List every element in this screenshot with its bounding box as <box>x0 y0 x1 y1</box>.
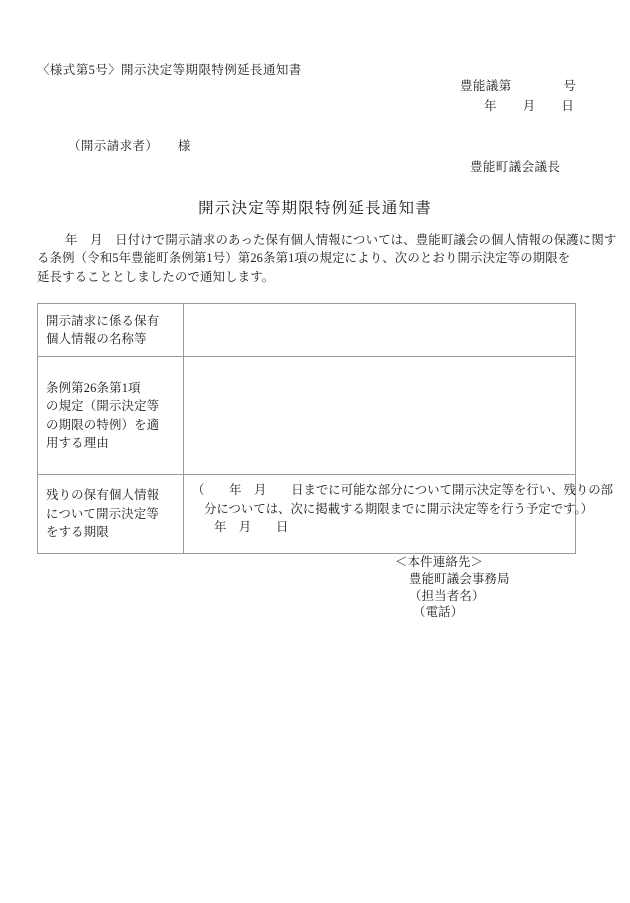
issuer-line: 豊能町議会議長 <box>470 160 561 174</box>
row-value-remaining-deadline[interactable] <box>184 475 614 554</box>
row-label-line: の期限の特例）を適 <box>46 417 160 432</box>
row-label-line: 開示請求に係る保有 <box>46 313 160 328</box>
page-title: 開示決定等期限特例延長通知書 <box>198 200 432 217</box>
body-line-3: 延長することとしましたので通知します。 <box>37 269 275 284</box>
form-number-label: 〈様式第5号〉開示決定等期限特例延長通知書 <box>37 63 302 77</box>
row-label-line: の規定（開示決定等 <box>46 399 160 413</box>
contact-office: 豊能町議会事務局 <box>409 571 510 586</box>
contact-phone: （電話） <box>413 605 464 620</box>
row-value-line: 年 月 日 <box>214 520 289 534</box>
row-label-line: 個人情報の名称等 <box>46 332 147 346</box>
contact-block <box>395 554 510 621</box>
table-row <box>38 475 576 554</box>
row-label-line: について開示決定等 <box>46 506 160 521</box>
row-value-line: （ 年 月 日までに可能な部分について開示決定等を行い、残りの部 <box>192 483 614 497</box>
row-label-remaining-deadline <box>38 475 184 554</box>
table-row <box>38 304 576 357</box>
row-value-line: 分については、次に掲載する期限までに開示決定等を行う予定です。） <box>204 501 594 516</box>
row-label-line: 用する理由 <box>46 436 109 450</box>
row-label-reason <box>38 357 184 475</box>
body-line-1: 年 月 日付けで開示請求のあった保有個人情報については、豊能町議会の個人情報の保護に関す <box>65 233 617 247</box>
row-label-subject-name <box>38 304 184 357</box>
row-value-reason[interactable] <box>184 357 576 475</box>
notice-table <box>37 303 614 554</box>
body-line-2: る条例（令和5年豊能町条例第1号）第26条第1項の規定により、次のとおり開示決定等の期限を <box>37 251 571 266</box>
row-label-line: をする期限 <box>46 525 109 540</box>
row-label-line: 残りの保有個人情報 <box>46 488 160 503</box>
addressee-line: （開示請求者） 様 <box>68 139 191 153</box>
document-number-field: 豊能議第 号 <box>460 79 577 93</box>
document-date-field: 年 月 日 <box>484 99 575 113</box>
table-row <box>38 357 576 475</box>
contact-person: （担当者名） <box>409 588 485 603</box>
body-paragraph <box>37 231 617 286</box>
row-value-subject-name[interactable] <box>184 304 576 357</box>
row-label-line: 条例第26条第1項 <box>46 380 141 395</box>
contact-heading: ＜本件連絡先＞ <box>395 555 484 569</box>
